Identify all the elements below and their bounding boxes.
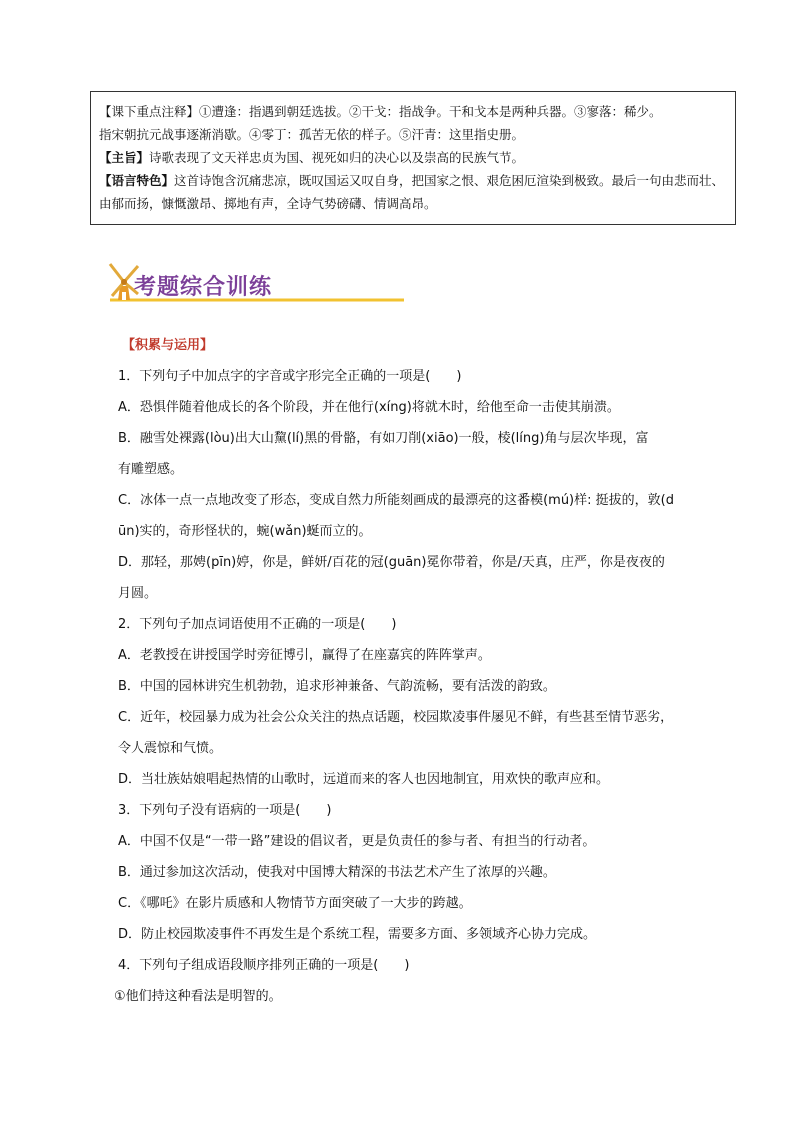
language-row bbox=[99, 169, 727, 215]
q1-option-c-line1: C．冰体一点一点地改变了形态，变成自然力所能刻画成的最漂亮的这番模(mú)样: 挺拔的，敦(d bbox=[118, 493, 674, 508]
questions bbox=[114, 330, 728, 1012]
q2-option-c-line2: 令人震惊和气愤。 bbox=[118, 741, 223, 756]
q3-stem: 3．下列句子没有语病的一项是( ) bbox=[118, 803, 332, 818]
q2-option-b: B．中国的园林讲究生机勃勃，追求形神兼备、气韵流畅，要有活泼的韵致。 bbox=[118, 679, 556, 694]
q1-option-d-line1: D．那轻，那娉(pīn)婷，你是，鲜妍/百花的冠(guān)冕你带着，你是/天真，庄严，你是夜夜的 bbox=[118, 555, 665, 570]
theme-row bbox=[99, 146, 727, 169]
q3-option-c: C．《哪吒》在影片质感和人物情节方面突破了一大步的跨越。 bbox=[118, 896, 472, 911]
q1-option-d-line2: 月圆。 bbox=[118, 586, 158, 601]
q1-option-b-line2: 有雕塑感。 bbox=[118, 462, 184, 477]
q1-option-b-line1: B．融雪处裸露(lòu)出大山黧(lí)黑的骨骼，有如刀削(xiāo)一般，棱(líng)角与层次毕现，富 bbox=[118, 431, 649, 446]
q3-option-b: B．通过参加这次活动，使我对中国博大精深的书法艺术产生了浓厚的兴趣。 bbox=[118, 865, 556, 880]
section-header bbox=[104, 256, 424, 306]
language-label: 【语言特色】 bbox=[99, 173, 175, 188]
q2-option-c-line1: C．近年，校园暴力成为社会公众关注的热点话题，校园欺凌事件屡见不鲜，有些甚至情节恶劣， bbox=[118, 710, 674, 725]
section-title: 考题综合训练 bbox=[134, 275, 273, 300]
language-text: 这首诗饱含沉痛悲凉，既叹国运又叹自身，把国家之恨、艰危困厄渲染到极致。最后一句由悲而壮、由郁而扬，慷慨激昂、掷地有声，全诗气势磅礴、情调高昂。 bbox=[99, 173, 725, 211]
theme-text: 诗歌表现了文天祥忠贞为国、视死如归的决心以及崇高的民族气节。 bbox=[149, 150, 525, 165]
q2-stem: 2．下列句子加点词语使用不正确的一项是( ) bbox=[118, 617, 397, 632]
notes-line-2: 指宋朝抗元战事逐渐消歇。④零丁：孤苦无依的样子。⑤汗青：这里指史册。 bbox=[99, 127, 525, 142]
q1-option-a: A．恐惧伴随着他成长的各个阶段，并在他行(xíng)将就木时，给他至命一击使其崩溃。 bbox=[118, 400, 620, 415]
category-label: 【积累与运用】 bbox=[122, 338, 214, 353]
q2-option-a: A．老教授在讲授国学时旁征博引，赢得了在座嘉宾的阵阵掌声。 bbox=[118, 648, 491, 663]
q3-option-d: D．防止校园欺凌事件不再发生是个系统工程，需要多方面、多领域齐心协力完成。 bbox=[118, 927, 597, 942]
q1-option-c-line2: ūn)实的，奇形怪状的，蜿(wǎn)蜒而立的。 bbox=[118, 524, 372, 539]
theme-label: 【主旨】 bbox=[99, 150, 150, 165]
q4-stem: 4．下列句子组成语段顺序排列正确的一项是( ) bbox=[118, 958, 410, 973]
q2-option-d: D．当壮族姑娘唱起热情的山歌时，远道而来的客人也因地制宜，用欢快的歌声应和。 bbox=[118, 772, 610, 787]
notes-line-1: 【课下重点注释】①遭逢：指遇到朝廷选拔。②干戈：指战争。干和戈本是两种兵器。③寥落：稀少。 bbox=[99, 104, 662, 119]
q3-option-a: A．中国不仅是“一带一路”建设的倡议者，更是负责任的参与者、有担当的行动者。 bbox=[118, 834, 596, 849]
q4-item-1: ①他们持这种看法是明智的。 bbox=[114, 989, 282, 1004]
notes-box bbox=[90, 91, 736, 225]
q1-stem: 1．下列句子中加点字的字音或字形完全正确的一项是( ) bbox=[118, 369, 462, 384]
